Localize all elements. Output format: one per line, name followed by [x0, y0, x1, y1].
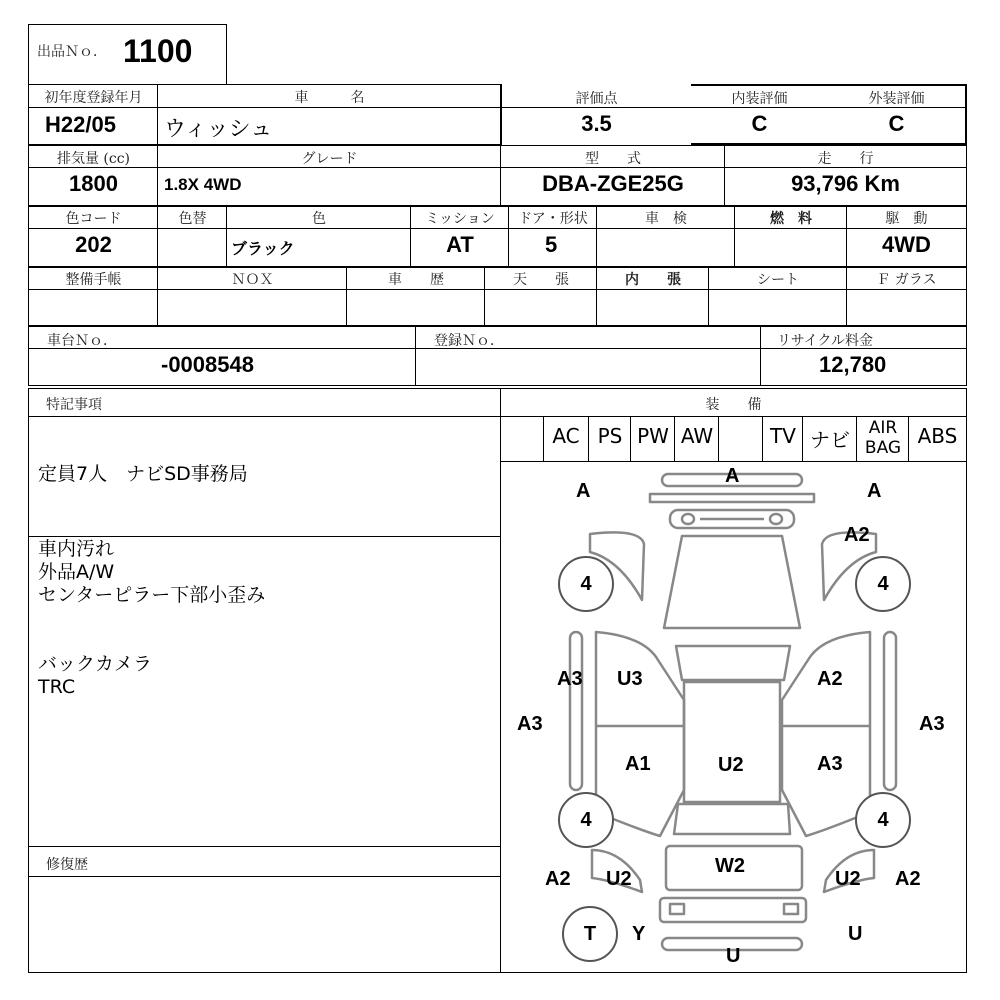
car-diagram	[502, 463, 965, 971]
mark-side-left: A3	[517, 713, 543, 735]
door-label: ドア・形状	[518, 211, 588, 227]
mark-rear-left-u: U2	[606, 868, 632, 890]
model-cell	[500, 145, 726, 206]
grade-cell	[157, 145, 502, 206]
color-code-label: 色コード	[65, 211, 122, 227]
mark-trunk: W2	[715, 855, 745, 877]
mark-bumper-right: U	[848, 923, 863, 945]
equipment-ps: PS	[597, 424, 623, 448]
ceiling-label: 天 張	[513, 272, 569, 288]
equipment-pw: PW	[637, 424, 669, 448]
row3-divider	[28, 228, 967, 229]
inspection-label: 車 検	[645, 211, 687, 227]
notes-text-2: 車内汚れ 外品A/W センターピラー下部小歪み バックカメラ TRC	[38, 538, 266, 698]
glass-label: Ｆ ガラス	[876, 272, 937, 288]
mark-front-left: A	[576, 480, 591, 502]
chassis-value: -0008548	[161, 352, 254, 377]
notes-label: 特記事項	[46, 397, 102, 413]
mission-cell	[410, 206, 510, 267]
nox-label: ＮＯＸ	[231, 272, 274, 288]
mileage-cell	[724, 145, 967, 206]
exterior-score-cell	[828, 86, 965, 143]
registration-cell	[415, 326, 762, 386]
mark-roof: U2	[718, 754, 744, 776]
reg-date-value: H22/05	[45, 112, 116, 137]
mark-door-left: A1	[625, 753, 651, 775]
lot-label: 出品Ｎｏ．	[37, 44, 107, 60]
eq-sep-3	[674, 416, 675, 461]
equipment-tv: TV	[770, 424, 796, 448]
row4-divider	[28, 289, 967, 290]
color-code-cell	[28, 206, 159, 267]
mark-pillar-left-2: U3	[617, 668, 643, 690]
eq-sep-2	[630, 416, 631, 461]
ceiling-cell	[484, 267, 598, 326]
equipment-bottom-divider	[500, 461, 967, 462]
mark-side-right: A3	[919, 713, 945, 735]
wheel-rear-left: 4	[558, 792, 614, 848]
eq-sep-4	[718, 416, 719, 461]
interior-score-label: 内装評価	[731, 91, 788, 107]
eq-sep-6	[802, 416, 803, 461]
glass-cell	[846, 267, 967, 326]
interior-score-cell	[690, 86, 830, 143]
eq-sep-5	[762, 416, 763, 461]
repair-divider	[28, 876, 502, 877]
equipment-abs: ABS	[917, 424, 958, 448]
mark-bumper-y: Y	[632, 923, 646, 945]
wheel-front-right: 4	[855, 556, 911, 612]
color-label: 色	[312, 211, 326, 227]
color-code-value: 202	[75, 232, 112, 257]
repair-label: 修復歴	[46, 857, 88, 873]
score-cell	[502, 84, 692, 145]
repair-top-divider	[28, 846, 502, 847]
mark-bumper-u: U	[726, 945, 741, 967]
fuel-cell	[734, 206, 848, 267]
recycle-cell	[760, 326, 967, 386]
equipment-aw: AW	[680, 424, 714, 448]
equipment-slot-blank-1	[500, 416, 544, 461]
nox-cell	[157, 267, 348, 326]
mark-rear-right-a: A2	[895, 868, 921, 890]
mark-hood-right: A2	[844, 524, 870, 546]
car-name-value: ウィッシュ	[164, 117, 273, 142]
equipment-label: 装 備	[705, 397, 762, 413]
equipment-slot-blank-2	[720, 424, 762, 461]
car-history-label: 車 歴	[388, 272, 444, 288]
row1-divider-right	[502, 107, 965, 108]
color-value: ブラック	[231, 239, 295, 258]
equipment-ac: AC	[552, 424, 580, 448]
mark-rear-left-a: A2	[545, 868, 571, 890]
seat-label: シート	[757, 272, 799, 288]
car-name-cell	[157, 84, 502, 145]
mark-door-right: A3	[817, 753, 843, 775]
interior-trim-cell	[596, 267, 710, 326]
wheel-rear-right: 4	[855, 792, 911, 848]
chassis-cell	[28, 326, 417, 386]
eq-sep-8	[908, 416, 909, 461]
interior-trim-label: 内 張	[625, 272, 681, 288]
exterior-score-value: C	[888, 111, 905, 136]
notes-text-1: 定員7人 ナビSD事務局	[38, 463, 248, 485]
notes-divider	[28, 416, 502, 417]
displacement-label: 排気量 (cc)	[56, 151, 131, 167]
model-value: DBA-ZGE25G	[542, 171, 684, 196]
chassis-label: 車台Ｎｏ．	[47, 333, 117, 349]
wheel-front-left: 4	[558, 556, 614, 612]
grade-value: 1.8X 4WD	[164, 175, 242, 194]
reg-date-cell	[28, 84, 159, 145]
recolor-cell	[157, 206, 228, 267]
drive-cell	[846, 206, 967, 267]
exterior-score-label: 外装評価	[868, 91, 925, 107]
car-name-label: 車 名	[294, 90, 365, 106]
mark-rear-right-u: U2	[835, 868, 861, 890]
tire-circle: T	[562, 906, 618, 962]
recycle-label: リサイクル料金	[777, 333, 874, 349]
mileage-label: 走 行	[817, 151, 874, 167]
equipment-navi: ナビ	[810, 428, 850, 452]
score-label: 評価点	[575, 91, 618, 107]
lot-box	[28, 24, 227, 86]
drive-label: 駆 動	[885, 211, 928, 227]
eq-sep-1	[588, 416, 589, 461]
color-cell	[226, 206, 412, 267]
mission-label: ミッション	[425, 211, 495, 227]
row5-divider	[28, 348, 967, 349]
mark-front-right: A	[867, 480, 882, 502]
mark-pillar-left: A3	[557, 668, 583, 690]
displacement-value: 1800	[69, 171, 118, 196]
equipment-airbag: AIR BAG	[864, 418, 902, 458]
maintenance-label: 整備手帳	[65, 272, 122, 288]
row1-divider-left	[28, 107, 502, 108]
interior-score-value: C	[751, 111, 768, 136]
model-label: 型 式	[585, 151, 641, 167]
mission-value: AT	[446, 232, 474, 257]
mileage-value: 93,796 Km	[791, 171, 900, 196]
car-history-cell	[346, 267, 486, 326]
recycle-value: 12,780	[819, 352, 887, 377]
inspection-cell	[596, 206, 736, 267]
mark-pillar-right: A2	[817, 668, 843, 690]
seat-cell	[708, 267, 848, 326]
registration-label: 登録Ｎｏ．	[434, 333, 504, 349]
reg-date-label: 初年度登録年月	[44, 90, 143, 106]
door-value: 5	[545, 232, 558, 257]
fuel-label: 燃 料	[770, 211, 812, 227]
door-cell	[508, 206, 598, 267]
drive-value: 4WD	[882, 232, 931, 257]
grade-label: グレード	[301, 151, 358, 167]
recolor-label: 色替	[178, 211, 207, 227]
score-value: 3.5	[581, 111, 612, 136]
maintenance-cell	[28, 267, 159, 326]
mark-front-center: A	[725, 465, 740, 487]
eq-sep-7	[856, 416, 857, 461]
lot-number: 1100	[123, 33, 193, 69]
notes-mid-divider	[28, 536, 502, 537]
row2-divider	[28, 167, 967, 168]
displacement-cell	[28, 145, 159, 206]
